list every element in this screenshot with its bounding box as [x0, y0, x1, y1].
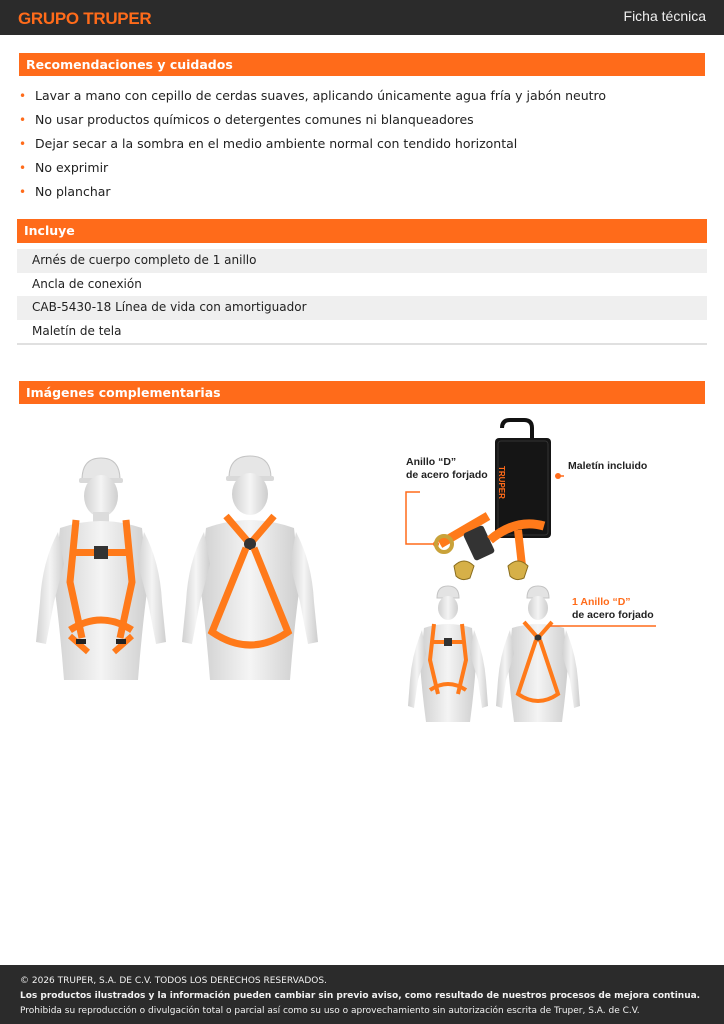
list-item-text: No exprimir: [35, 160, 109, 175]
bullet-icon: •: [19, 89, 27, 103]
harness-small-views-image: [404, 584, 660, 724]
bullet-icon: •: [19, 185, 27, 199]
list-item: [19, 108, 699, 132]
footer: [0, 965, 724, 1024]
list-item-text: No planchar: [35, 184, 111, 199]
ring-callout-line2: de acero forjado: [406, 469, 488, 481]
harness-back-image: [180, 452, 320, 682]
bullet-icon: •: [19, 137, 27, 151]
list-item: [19, 84, 699, 108]
footer-copyright: © 2026 TRUPER, S.A. DE C.V. TODOS LOS DERECHOS RESERVADOS.: [20, 976, 327, 986]
list-item: [19, 180, 699, 204]
top-bar: [0, 0, 724, 35]
table-row: Arnés de cuerpo completo de 1 anillo: [17, 249, 707, 273]
list-item-text: No usar productos químicos o detergentes comunes ni blanqueadores: [35, 112, 474, 127]
bag-logo-text: TRUPER: [497, 466, 506, 499]
includes-table: [17, 249, 707, 345]
includes-section-title: Incluye: [17, 219, 707, 243]
one-ring-callout-line2: de acero forjado: [572, 609, 654, 621]
care-list: [19, 84, 699, 204]
list-item-text: Lavar a mano con cepillo de cerdas suaves, aplicando únicamente agua fría y jabón neutro: [35, 88, 607, 103]
ring-callout: [406, 456, 488, 482]
one-ring-callout: [572, 596, 654, 622]
document-type: Ficha técnica: [623, 8, 706, 24]
list-item-text: Dejar secar a la sombra en el medio ambiente normal con tendido horizontal: [35, 136, 518, 151]
table-row: Ancla de conexión: [32, 276, 142, 291]
list-item: [19, 132, 699, 156]
bullet-icon: •: [19, 161, 27, 175]
bag-callout: Maletín incluido: [568, 460, 648, 472]
ring-callout-line1: Anillo “D”: [406, 456, 457, 468]
footer-legal: Prohibida su reproducción o divulgación total o parcial así como su uso o aprovechamiento sin autorización escrita de Truper, S.A. de C.V.: [20, 1006, 640, 1016]
kit-components-image: [398, 418, 660, 586]
table-row: CAB-5430-18 Línea de vida con amortiguador: [17, 296, 707, 320]
images-section-title: Imágenes complementarias: [19, 381, 705, 404]
list-item: [19, 156, 699, 180]
brand-logo: GRUPO TRUPER: [18, 9, 152, 28]
care-section-title: Recomendaciones y cuidados: [19, 53, 705, 76]
bullet-icon: •: [19, 113, 27, 127]
footer-notice: Los productos ilustrados y la información pueden cambiar sin previo aviso, como resultado de nuestros procesos de mejora continua.: [20, 991, 701, 1001]
table-row: Maletín de tela: [32, 323, 122, 338]
one-ring-callout-line1: 1 Anillo “D”: [572, 596, 631, 608]
harness-front-image: [30, 452, 172, 682]
